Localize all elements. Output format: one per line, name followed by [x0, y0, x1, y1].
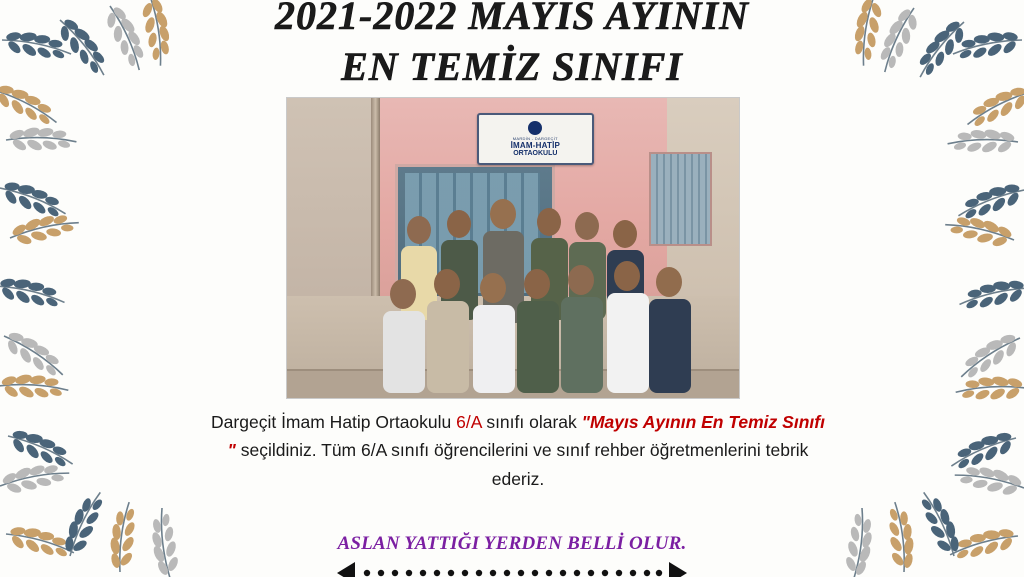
poster-slogan: [0, 533, 1024, 555]
photo-content: [287, 98, 739, 398]
sign-line-3: ORTAOKULU: [513, 150, 558, 157]
caption-class-highlight: 6/A: [456, 412, 482, 432]
sign-line-2: İMAM-HATİP: [510, 141, 561, 150]
title-line-1: 2021-2022 MAYIS AYININ: [275, 0, 749, 38]
caption-part-3: seçildiniz. Tüm 6/A sınıfı öğrencilerini ve sınıf rehber öğretmenlerini tebrik ederiz.: [235, 440, 809, 489]
title-line-2: EN TEMİZ SINIFI: [341, 44, 683, 90]
poster-caption: [208, 408, 828, 493]
caption-part-2: sınıfı olarak: [481, 412, 582, 432]
sign-line-1: MARDİN - DARGEÇİT: [512, 136, 558, 141]
poster-title: [0, 0, 1024, 88]
dotted-banner-ornament: [337, 562, 687, 577]
caption-part-1: Dargeçit İmam Hatip Ortaokulu: [211, 412, 457, 432]
school-group-photo: [286, 97, 740, 399]
caption-quote: "Mayıs Ayının En Temiz Sınıfı ": [227, 412, 825, 461]
slogan-text: ASLAN YATTIĞI YERDEN BELLİ OLUR.: [337, 533, 687, 554]
photo-students-group: [287, 98, 739, 398]
